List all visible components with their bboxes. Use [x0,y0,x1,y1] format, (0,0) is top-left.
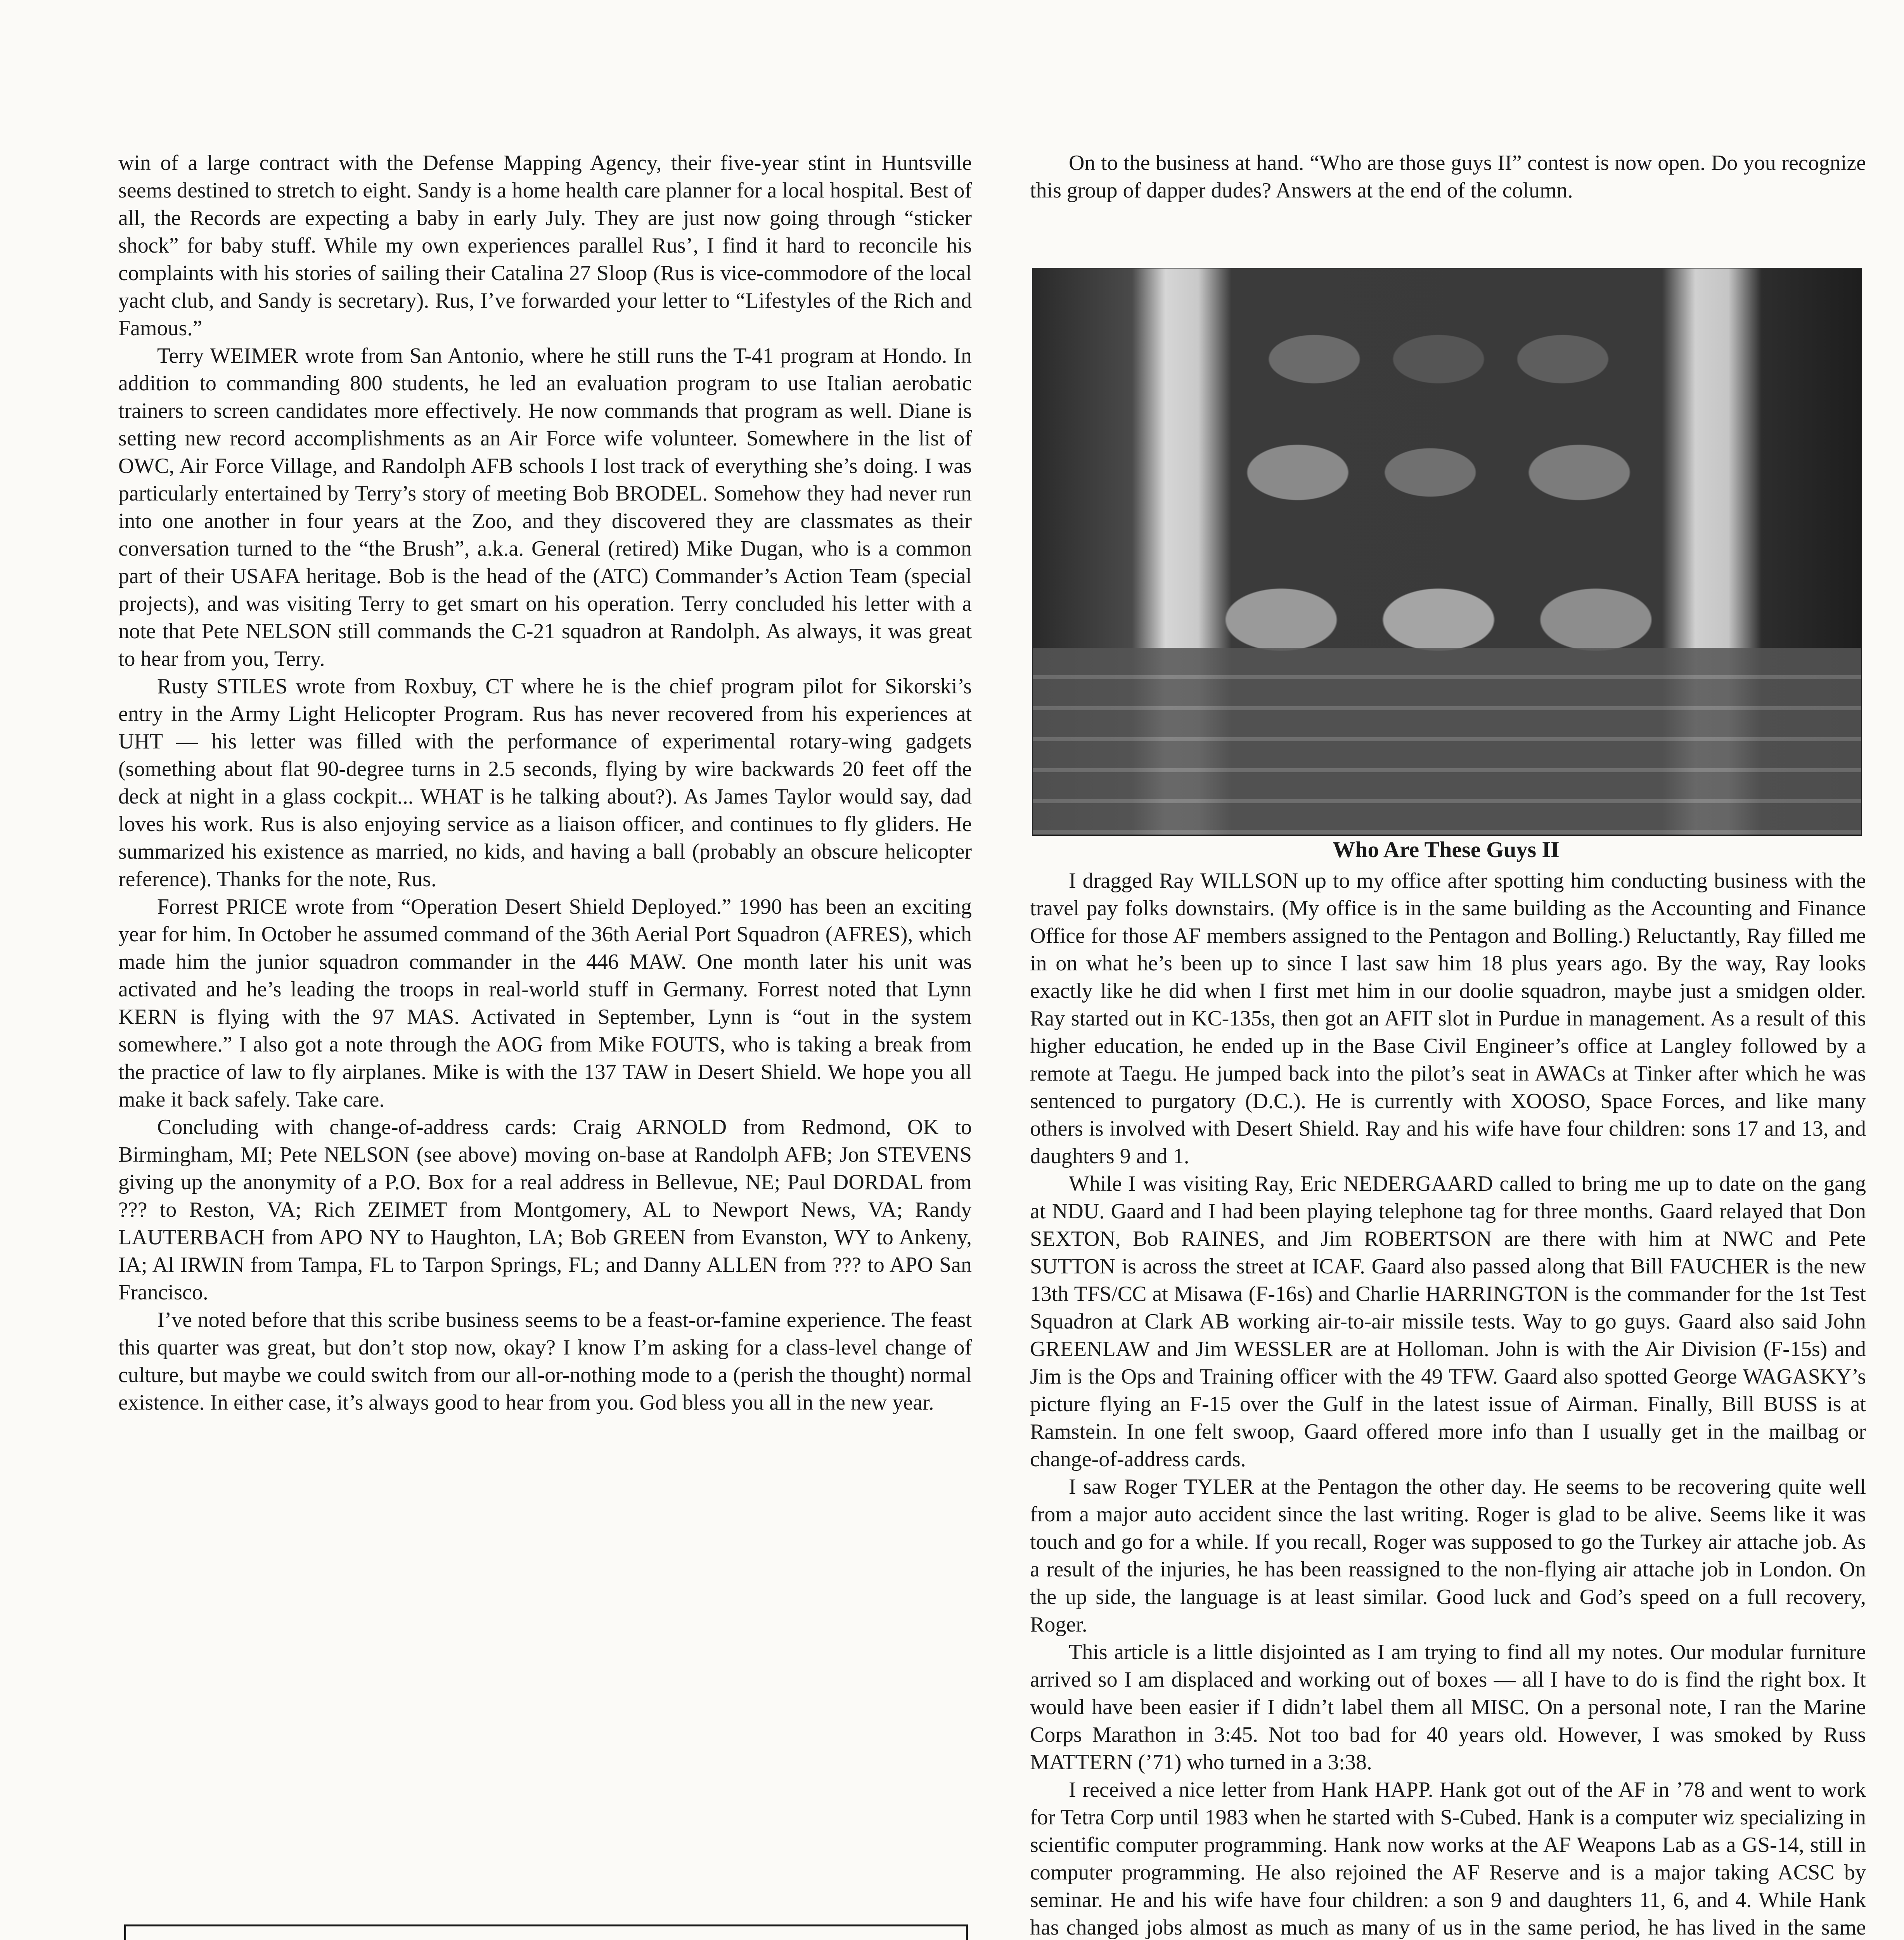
paragraph: I’ve noted before that this scribe business seems to be a feast-or-famine experience. The feast this quarter was great, but don’t stop now, okay? I know I’m asking for a class-level change of culture, but maybe we could switch from our all-or-nothing mode to a (perish the thought) normal existence. In either case, it’s always good to hear from you. God bless you all in the new year. [118,1308,972,1415]
paragraph: I dragged Ray WILLSON up to my office after spotting him conducting business with the travel pay folks downstairs. (My office is in the same building as the Accounting and Finance Office for those AF members assigned to the Pentagon and Bolling.) Reluctantly, Ray filled me in on what he’s been up to since I last saw him 18 plus years ago. By the way, Ray looks exactly like he did when I first met him in our doolie squadron, maybe just a smidgen older. Ray started out in KC-135s, then got an AFIT slot in Purdue in management. As a result of this higher education, he ended up in the Base Civil Engineer’s office at Langley followed by a remote at Taegu. He jumped back into the pilot’s seat in AWACs at Tinker after which he was sentenced to purgatory (D.C.). He is currently with XOOSO, Space Forces, and like many others is involved with Desert Shield. Ray and his wife have four children: sons 17 and 13, and daughters 9 and 1. [1030,869,1866,1168]
group-photo [1032,268,1862,836]
paragraph: Terry WEIMER wrote from San Antonio, where he still runs the T-41 program at Hondo. In addition to commanding 800 students, he led an evaluation program to use Italian aerobatic trainers to screen candidates more effectively. He now commands that program as well. Diane is setting new record accomplishments as an Air Force wife volunteer. Somewhere in the list of OWC, Air Force Village, and Randolph AFB schools I lost track of everything she’s doing. I was particularly entertained by Terry’s story of meeting Bob BRODEL. Somehow they had never run into one another in four years at the Zoo, and they discovered they are classmates as their conversation turned to the “the Brush”, a.k.a. General (retired) Mike Dugan, who is a common part of their USAFA heritage. Bob is the head of the (ATC) Commander’s Action Team (special projects), and was visiting Terry to get smart on his operation. Terry concluded his letter with a note that Pete NELSON still commands the C-21 squadron at Randolph. As always, it was great to hear from you, Terry. [118,344,972,671]
paragraph: I saw Roger TYLER at the Pentagon the other day. He seems to be recovering quite well from a major auto accident since the last writing. Roger is glad to be alive. Seems like it was touch and go for a while. If you recall, Roger was supposed to go the Turkey air attache job. As a result of the injuries, he has been reassigned to the non-flying air attache job in London. On the up side, the language is at least similar. Good luck and God’s speed on a full recovery, Roger. [1030,1475,1866,1637]
right-column-intro [1030,149,1866,204]
paragraph: Concluding with change-of-address cards: Craig ARNOLD from Redmond, OK to Birmingham, MI; Pete NELSON (see above) moving on-base at Randolph AFB; Jon STEVENS giving up the anonymity of a P.O. Box for a real address in Bellevue, NE; Paul DORDAL from ??? to Reston, VA; Rich ZEIMET from Montgomery, AL to Newport News, VA; Randy LAUTERBACH from APO NY to Haughton, LA; Bob GREEN from Evanston, WY to Ankeny, IA; Al IRWIN from Tampa, FL to Tarpon Springs, FL; and Danny ALLEN from ??? to APO San Francisco. [118,1115,972,1304]
paragraph: This article is a little disjointed as I am trying to find all my notes. Our modular furniture arrived so I am displaced and working out of boxes — all I have to do is find the right box. It would have been easier if I didn’t label them all MISC. On a personal note, I ran the Marine Corps Marathon in 3:45. Not too bad for 40 years old. However, I was smoked by Russ MATTERN (’71) who turned in a 3:38. [1030,1640,1866,1774]
photo-caption: Who Are These Guys II [1333,837,1560,862]
paragraph: Forrest PRICE wrote from “Operation Desert Shield Deployed.” 1990 has been an exciting year for him. In October he assumed command of the 36th Aerial Port Squadron (AFRES), which made him the junior squadron commander in the 446 MAW. One month later his unit was activated and he’s leading the troops in real-world stuff in Germany. Forrest noted that Lynn KERN is flying with the 97 MAS. Activated in September, Lynn is “out in the system somewhere.” I also got a note through the AOG from Mike FOUTS, who is taking a break from the practice of law to fly airplanes. Mike is with the 137 TAW in Desert Shield. We hope you all make it back safely. Take care. [118,895,972,1112]
right-column [1030,867,1866,1940]
photo-steps [1033,648,1861,835]
paragraph: On to the business at hand. “Who are those guys II” contest is now open. Do you recognize this group of dapper dudes? Answers at the end of the column. [1030,151,1866,203]
contact-box [124,1924,968,1940]
left-column [118,149,972,1417]
paragraph: I received a nice letter from Hank HAPP. Hank got out of the AF in ’78 and went to work for Tetra Corp until 1983 when he started with S-Cubed. Hank is a computer wiz specializing in scientific computer programming. Hank now works at the AF Weapons Lab as a GS-14, still in computer programming. He also rejoined the AF Reserve and is a major taking ACSC by seminar. He and his wife have four children: a son 9 and daughters 11, 6, and 4. While Hank has changed jobs almost as much as many of us in the same period, he has lived in the same [1030,1778,1866,1940]
paragraph: Rusty STILES wrote from Roxbuy, CT where he is the chief program pilot for Sikorski’s entry in the Army Light Helicopter Program. Rus has never recovered from his experiences at UHT — his letter was filled with the performance of experimental rotary-wing gadgets (something about flat 90-degree turns in 2.5 seconds, flying by wire backwards 20 feet off the deck at night in a glass cockpit... WHAT is he talking about?). As James Taylor would say, dad loves his work. Rus is also enjoying service as a liaison officer, and continues to fly gliders. He summarized his existence as married, no kids, and having a ball (probably an obscure helicopter reference). Thanks for the note, Rus. [118,674,972,891]
paragraph: win of a large contract with the Defense Mapping Agency, their five-year stint in Huntsville seems destined to stretch to eight. Sandy is a home health care planner for a local hospital. Best of all, the Records are expecting a baby in early July. They are just now going through “sticker shock” for baby stuff. While my own experiences parallel Rus’, I find it hard to reconcile his complaints with his stories of sailing their Catalina 27 Sloop (Rus is vice-commodore of the local yacht club, and Sandy is secretary). Rus, I’ve forwarded your letter to “Lifestyles of the Rich and Famous.” [118,151,972,340]
paragraph: While I was visiting Ray, Eric NEDERGAARD called to bring me up to date on the gang at NDU. Gaard and I had been playing telephone tag for three months. Gaard relayed that Don SEXTON, Bob RAINES, and Jim ROBERTSON are there with him at NWC and Pete SUTTON is across the street at ICAF. Gaard also passed along that Bill FAUCHER is the new 13th TFS/CC at Misawa (F-16s) and Charlie HARRINGTON is the commander for the 1st Test Squadron at Clark AB working air-to-air missile tests. Way to go guys. Gaard also said John GREENLAW and Jim WESSLER are at Holloman. John is with the Air Division (F-15s) and Jim is the Ops and Training officer with the 49 TFW. Gaard also spotted George WAGASKY’s picture flying an F-15 over the Gulf in the latest issue of Airman. Finally, Bill BUSS is at Ramstein. In one felt swoop, Gaard offered more info than I usually get in the mailbag or change-of-address cards. [1030,1172,1866,1471]
